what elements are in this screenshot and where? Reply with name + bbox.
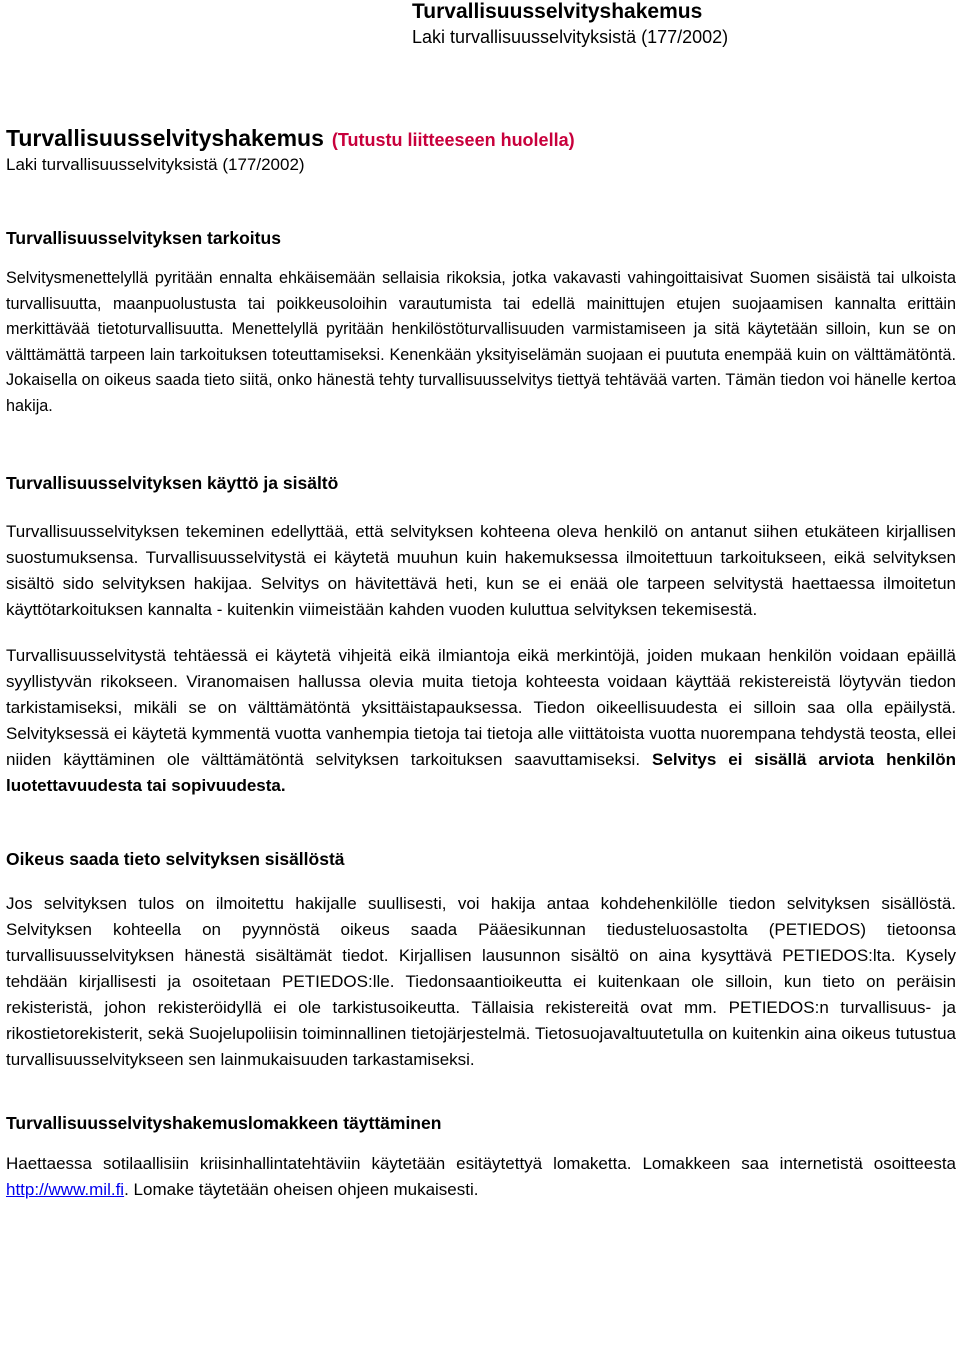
title-note: (Tutustu liitteeseen huolella)	[331, 130, 575, 150]
document-title: Turvallisuusselvityshakemus	[6, 125, 324, 151]
section-text-use-p2-bold: Selvitys ei sisällä arviota henkilön luotettavuudesta tai sopivuudesta.	[6, 750, 956, 795]
header-subtitle: Laki turvallisuusselvityksistä (177/2002)	[412, 27, 729, 47]
form-text-before: Haettaessa sotilaallisiin kriisinhallintatehtäviin käytetään esitäytettyä lomaketta. Lomakkeen saa internetistä osoitteesta	[6, 1154, 956, 1173]
section-heading-form: Turvallisuusselvityshakemuslomakkeen täyttäminen	[6, 1113, 442, 1133]
section-text-use-p2	[6, 643, 956, 799]
document-body	[6, 124, 956, 1203]
form-text-after: . Lomake täytetään oheisen ohjeen mukaisesti.	[124, 1180, 479, 1199]
header-title: Turvallisuusselvityshakemus	[412, 0, 703, 23]
section-text-use-p2-main: Turvallisuusselvitystä tehtäessä ei käytetä vihjeitä eikä ilmiantoja eikä merkintöjä, joiden mukaan henkilön voidaan epäillä syyllistyvän rikokseen. Viranomaisen hallussa olevia muita tietoja kohteesta voidaan käyttää rekistereistä löytyvän tiedon tarkistamiseksi, mikäli se on välttämätöntä yksittäistapauksessa. Tiedon oikeellisuudesta ei silloin saa olla epäilystä. Selvityksessä ei käytetä kymmentä vuotta vanhempia tietoja tai tietoja alle viittätoista vuotta nuorempana tehdystä teosta, ellei niiden käyttäminen ole välttämätöntä selvityksen tarkoituksen saavuttamiseksi.	[6, 646, 956, 769]
section-text-use-p1: Turvallisuusselvityksen tekeminen edellyttää, että selvityksen kohteena oleva henkilö on antanut siihen etukäteen kirjallisen suostumuksensa. Turvallisuusselvitystä ei käytetä muuhun kuin hakemuksessa ilmoitettuun tarkoitukseen, eikä selvityksen sisältö sido selvityksen hakijaa. Selvitys on hävitettävä heti, kun se ei enää ole tarpeen selvitystä haettaessa ilmoitetun käyttötarkoituksen kannalta - kuitenkin viimeistään kahden vuoden kuluttua selvityksen tekemisestä.	[6, 522, 956, 619]
mil-fi-link[interactable]: http://www.mil.fi	[6, 1180, 125, 1199]
section-heading-use: Turvallisuusselvityksen käyttö ja sisältö	[6, 473, 339, 493]
document-title-line	[6, 124, 956, 154]
page-header	[412, 0, 728, 50]
section-text-purpose: Selvitysmenettelyllä pyritään ennalta ehkäisemään sellaisia rikoksia, jotka vakavasti vahingoittaisivat Suomen sisäistä tai ulkoista turvallisuutta, maanpuolustusta tai poikkeusoloihin varautumista tai edellä mainittujen etujen suojaamisen kannalta erittäin merkittävää tietoturvallisuutta. Menettelyllä pyritään henkilöstöturvallisuuden varmistamiseen ja sitä käytetään silloin, kun se on välttämättä tarpeen lain tarkoituksen toteuttamiseksi. Kenenkään yksityiselämän suojaan ei puututa enempää kuin on välttämätöntä. Jokaisella on oikeus saada tieto siitä, onko hänestä tehty turvallisuusselvitys tiettyä tehtävää varten. Tämän tiedon voi hänelle kertoa hakija.	[6, 269, 956, 415]
section-heading-purpose: Turvallisuusselvityksen tarkoitus	[6, 228, 281, 248]
section-heading-rights: Oikeus saada tieto selvityksen sisällöstä	[6, 849, 345, 869]
section-text-rights: Jos selvityksen tulos on ilmoitettu hakijalle suullisesti, voi hakija antaa kohdehenkilölle tiedon selvityksen sisällöstä. Selvityksen kohteella on pyynnöstä oikeus saada Pääesikunnan tiedusteluosastolta (PETIEDOS) tietoonsa turvallisuusselvityksen hänestä sisältämät tiedot. Kirjallisen lausunnon sisältö on aina kysyttävä PETIEDOS:lta. Kysely tehdään kirjallisesti ja osoitetaan PETIEDOS:lle. Tiedonsaantioikeutta ei kuitenkaan ole silloin, kun tieto on peräisin rekisteristä, johon rekisteröidyllä ei ole tarkistusoikeutta. Tällaisia rekistereitä ovat mm. PETIEDOS:n turvallisuus- ja rikostietorekisterit, sekä Suojelupoliisin toiminnallinen tietojärjestelmä. Tietosuojavaltuutetulla on kuitenkin aina oikeus tutustua turvallisuusselvitykseen sen lainmukaisuuden tarkastamiseksi.	[6, 894, 956, 1069]
section-text-form	[6, 1151, 956, 1203]
document-subtitle: Laki turvallisuusselvityksistä (177/2002)	[6, 155, 305, 174]
